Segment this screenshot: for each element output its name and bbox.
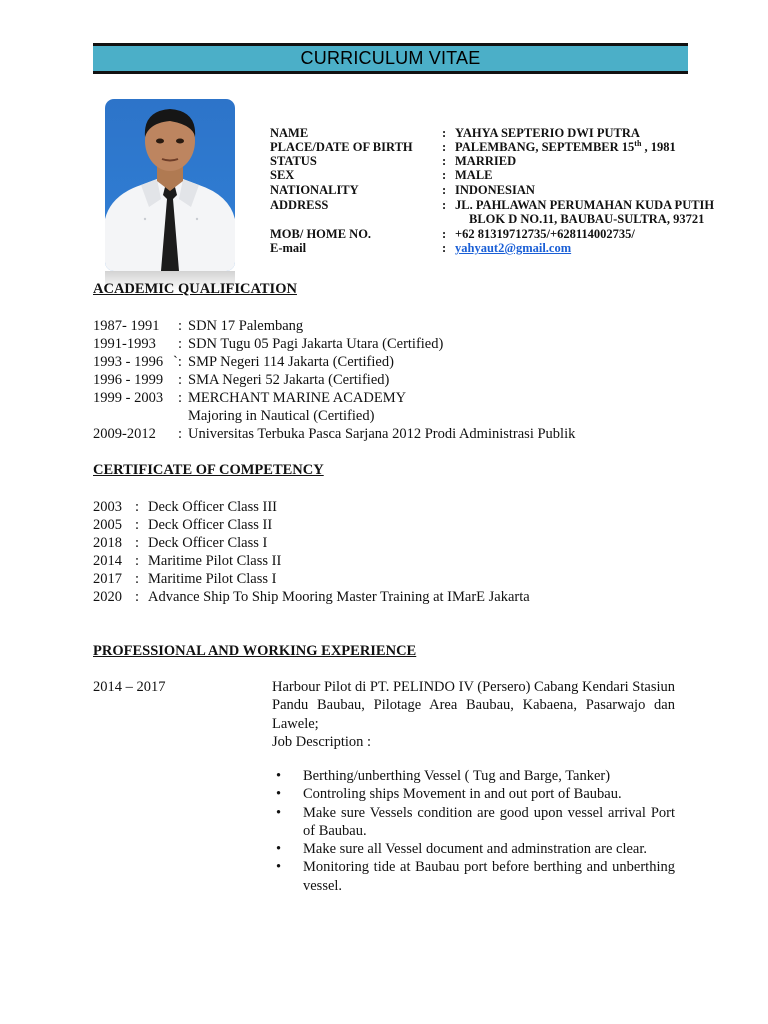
bullet-icon: • [276,841,282,858]
bullet-icon: • [276,768,282,784]
list-item: • Make sure all Vessel document and adminstration are clear. [276,841,647,858]
profile-photo [105,99,235,271]
academic-heading: ACADEMIC QUALIFICATION [93,281,297,297]
list-item: • Make sure Vessels condition are good upon vessel arrival Port of Baubau. [276,804,675,839]
bullet-icon: • [276,786,282,803]
bullet-icon: • [276,859,282,876]
experience-heading: PROFESSIONAL AND WORKING EXPERIENCE [93,643,417,659]
email-link[interactable]: yahyaut2@gmail.com [455,241,572,255]
job-description-list [272,767,675,895]
page-title: CURRICULUM VITAE [300,48,481,68]
experience-summary: Harbour Pilot di PT. PELINDO IV (Persero) Cabang Kendari Stasiun Pandu Baubau, Pilotage Area Baubau, Kabaena, Pasarwajo dan Lawele; [272,679,675,732]
certificate-heading: CERTIFICATE OF COMPETENCY [93,462,324,478]
bullet-icon: • [276,804,282,821]
experience-description [272,678,675,751]
experience-period: 2014 – 2017 [93,679,166,695]
job-description-label: Job Description : [272,733,372,750]
list-item: • Controling ships Movement in and out port of Baubau. [276,786,622,803]
list-item: • Monitoring tide at Baubau port before berthing and unberthing vessel. [276,859,675,894]
list-item: • Berthing/unberthing Vessel ( Tug and Barge, Tanker) [276,768,611,784]
person-portrait-icon [105,99,235,271]
title-banner [93,43,688,74]
